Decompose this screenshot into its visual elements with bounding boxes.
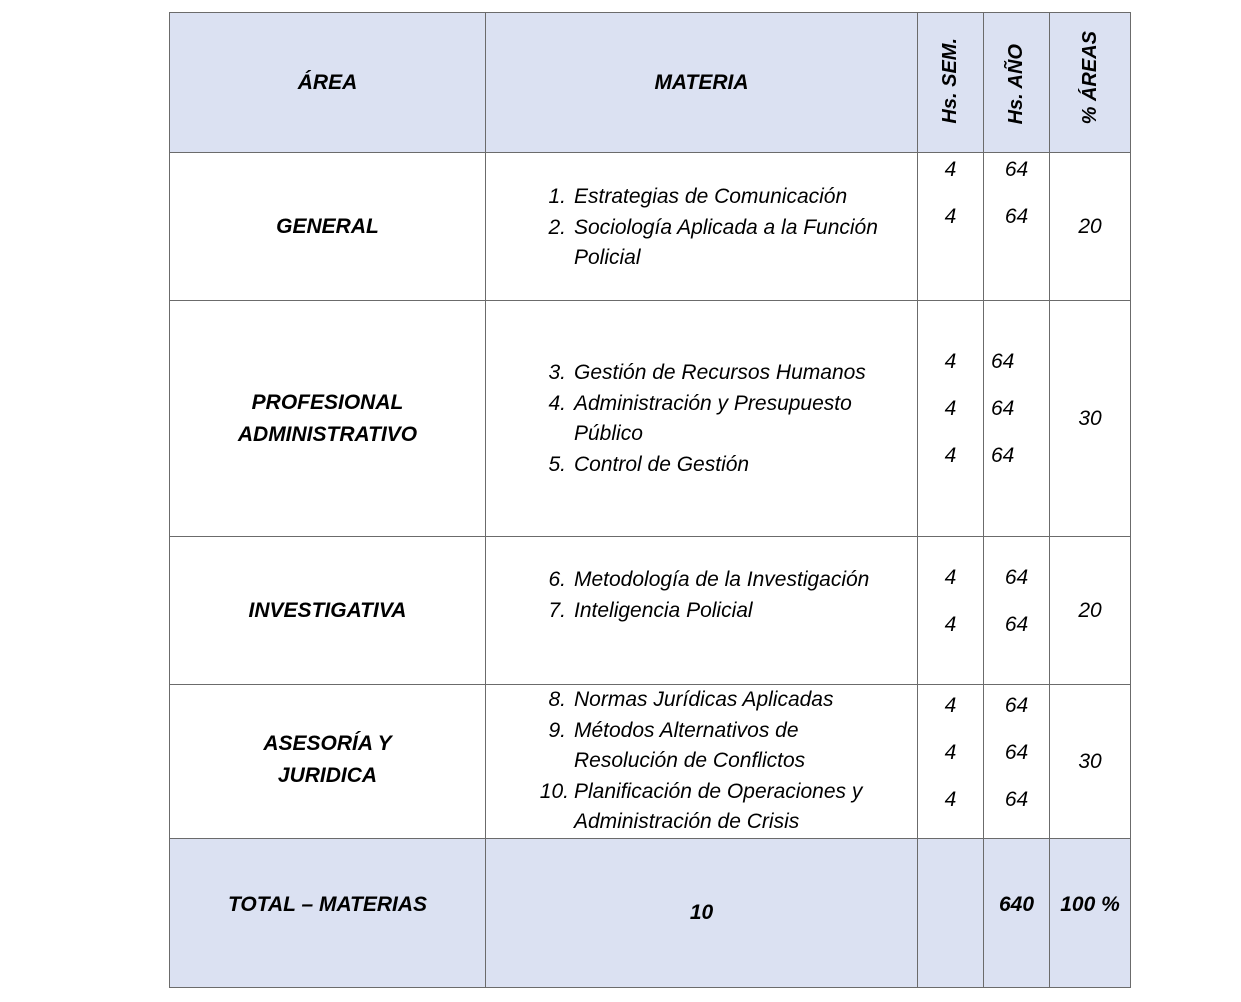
- row-investigativa-area: [169, 536, 486, 685]
- area-name: INVESTIGATIVA: [248, 598, 407, 622]
- total-pct-cell: [1049, 838, 1131, 988]
- list-item: 5. Control de Gestión: [548, 452, 750, 476]
- hs-sem-value: 4: [944, 566, 957, 589]
- hs-sem-value: 4: [944, 350, 957, 373]
- row-general-hs-sem: [917, 152, 984, 301]
- hs-ano-value: 64: [991, 444, 1015, 467]
- total-pct: 100 %: [1060, 893, 1120, 916]
- hs-ano-value: 64: [991, 350, 1015, 373]
- list-item: 1. Estrategias de Comunicación: [548, 185, 848, 208]
- row-asesoria-area: [169, 684, 486, 839]
- row-asesoria-materias: [485, 684, 918, 839]
- list-item: 3. Gestión de Recursos Humanos: [548, 361, 866, 384]
- hs-ano-value: 64: [991, 397, 1015, 420]
- total-materias: 10: [689, 901, 714, 924]
- total-hs-sem-cell: [917, 838, 984, 988]
- hs-sem-value: 4: [944, 788, 957, 811]
- total-label-cell: [169, 838, 486, 988]
- pct-value: 20: [1078, 214, 1102, 238]
- total-hs-ano: 640: [998, 893, 1035, 916]
- hs-sem-value: 4: [944, 205, 957, 228]
- pct-value: 20: [1078, 598, 1102, 622]
- header-pct-areas: [1049, 12, 1131, 153]
- row-profesional-materias: [485, 300, 918, 537]
- header-hs-sem: [917, 12, 984, 153]
- area-name: PROFESIONAL ADMINISTRATIVO: [237, 390, 418, 446]
- header-hs-ano-label: Hs. AÑO: [1005, 43, 1027, 124]
- total-hs-ano-cell: [983, 838, 1050, 988]
- area-name: GENERAL: [276, 214, 379, 238]
- header-materia-label: MATERIA: [654, 70, 749, 94]
- header-area-label: ÁREA: [297, 70, 358, 94]
- list-item: 2. Sociología Aplicada a la Función Policial: [548, 215, 878, 269]
- header-hs-sem-label: Hs. SEM.: [939, 38, 961, 124]
- list-item: 10. Planificación de Operaciones y Administración de Crisis: [539, 779, 863, 833]
- hs-sem-value: 4: [944, 397, 957, 420]
- hs-ano-value: 64: [1004, 205, 1029, 228]
- row-investigativa-pct: [1049, 536, 1131, 685]
- header-pct-areas-label: % ÁREAS: [1078, 30, 1101, 124]
- header-area: [169, 12, 486, 153]
- row-profesional-hs-ano: [983, 300, 1050, 537]
- hs-sem-value: 4: [944, 613, 957, 636]
- list-item: 6. Metodología de la Investigación: [548, 568, 870, 591]
- hs-sem-value: 4: [944, 444, 957, 467]
- hs-ano-value: 64: [1004, 694, 1029, 717]
- list-item: 4. Administración y Presupuesto Público: [548, 391, 852, 445]
- row-profesional-hs-sem: [917, 300, 984, 537]
- row-asesoria-hs-sem: [917, 684, 984, 839]
- header-materia: [485, 12, 918, 153]
- row-profesional-area: [169, 300, 486, 537]
- header-hs-ano: [983, 12, 1050, 153]
- row-profesional-pct: [1049, 300, 1131, 537]
- total-materias-cell: [485, 838, 918, 988]
- row-asesoria-hs-ano: [983, 684, 1050, 839]
- hs-sem-value: 4: [944, 158, 957, 181]
- curriculum-table: [169, 12, 1131, 988]
- row-general-pct: [1049, 152, 1131, 301]
- hs-ano-value: 64: [1004, 566, 1029, 589]
- hs-ano-value: 64: [1004, 613, 1029, 636]
- hs-ano-value: 64: [1004, 741, 1029, 764]
- row-investigativa-materias: [485, 536, 918, 685]
- row-investigativa-hs-sem: [917, 536, 984, 685]
- area-name: ASESORÍA Y JURIDICA: [263, 731, 392, 787]
- hs-sem-value: 4: [944, 694, 957, 717]
- hs-sem-value: 4: [944, 741, 957, 764]
- row-asesoria-pct: [1049, 684, 1131, 839]
- total-label: TOTAL – MATERIAS: [227, 893, 428, 916]
- row-general-materias: [485, 152, 918, 301]
- list-item: 8. Normas Jurídicas Aplicadas: [548, 688, 834, 711]
- row-general-hs-ano: [983, 152, 1050, 301]
- hs-ano-value: 64: [1004, 788, 1029, 811]
- row-investigativa-hs-ano: [983, 536, 1050, 685]
- row-general-area: [169, 152, 486, 301]
- pct-value: 30: [1078, 406, 1102, 430]
- hs-ano-value: 64: [1004, 158, 1029, 181]
- pct-value: 30: [1078, 749, 1102, 773]
- list-item: 7. Inteligencia Policial: [548, 598, 753, 622]
- list-item: 9. Métodos Alternativos de Resolución de Conflictos: [548, 718, 806, 772]
